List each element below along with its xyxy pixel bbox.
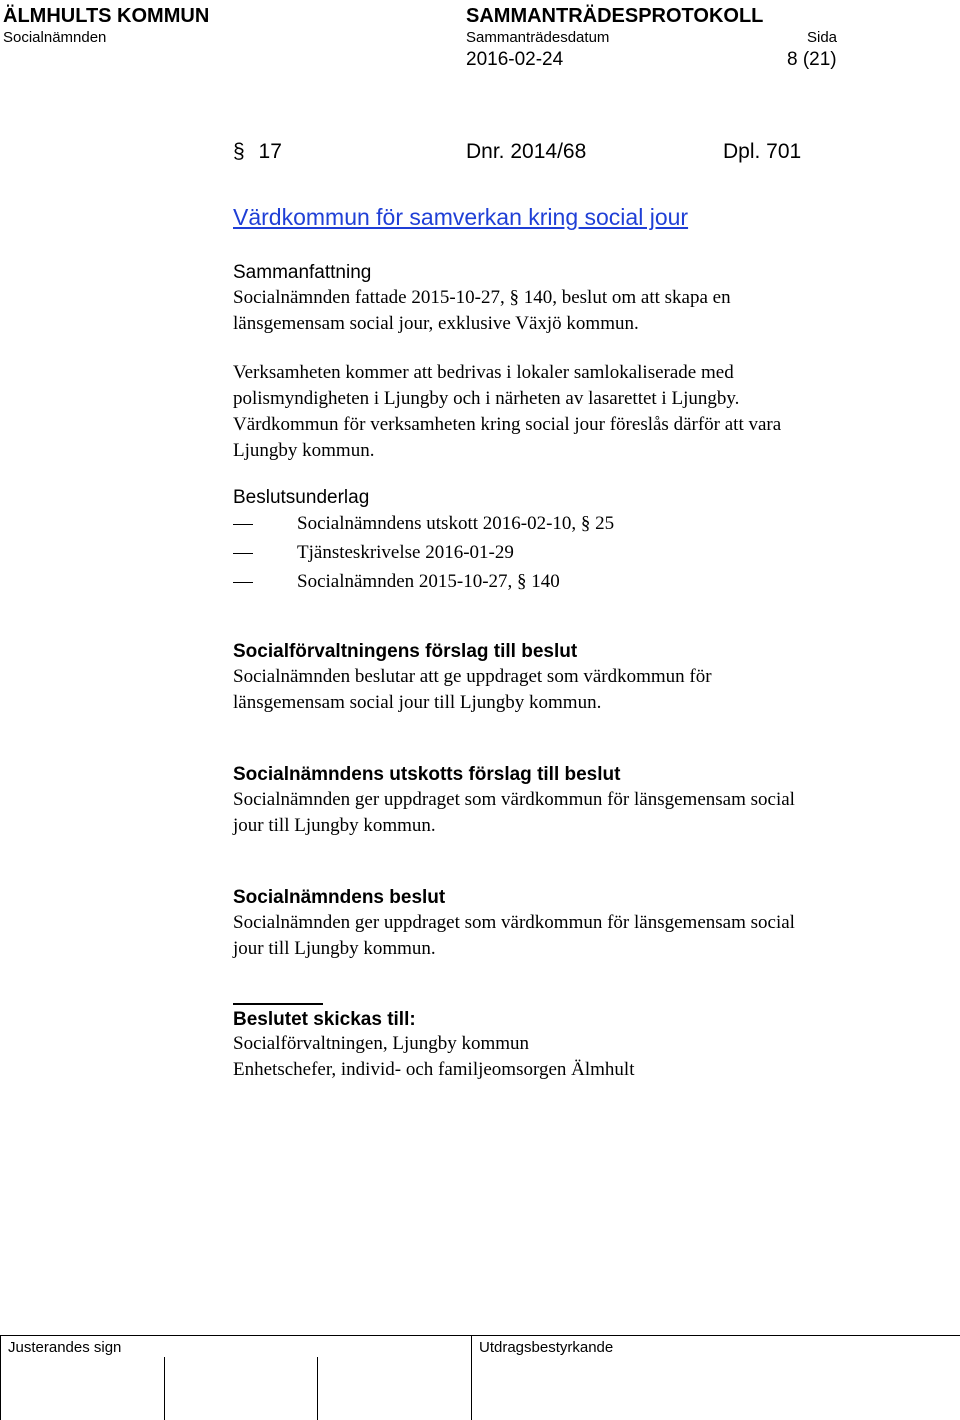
summary-paragraph-line: Ljungby kommun. (233, 440, 375, 461)
footer-divider (164, 1357, 165, 1420)
basis-list-item (233, 569, 560, 595)
decision-line: Socialnämnden ger uppdraget som värdkommun för länsgemensam social (233, 912, 795, 933)
org-name: ÄLMHULTS KOMMUN (3, 5, 210, 27)
committee-proposal-heading: Socialnämndens utskotts förslag till beslut (233, 764, 621, 785)
dash-bullet (233, 582, 253, 583)
meeting-date-label: Sammanträdesdatum (466, 29, 610, 46)
dnr: Dnr. 2014/68 (466, 140, 587, 163)
footer-divider (317, 1357, 318, 1420)
separator-rule (233, 1003, 323, 1005)
distribution-line: Socialförvaltningen, Ljungby kommun (233, 1033, 530, 1054)
dash-bullet (233, 524, 253, 525)
admin-proposal-line: länsgemensam social jour till Ljungby kommun. (233, 692, 602, 713)
committee-proposal-line: jour till Ljungby kommun. (233, 815, 436, 836)
dpl: Dpl. 701 (723, 140, 802, 163)
admin-proposal-heading: Socialförvaltningens förslag till beslut (233, 641, 578, 662)
basis-list-item (233, 511, 614, 537)
basis-item-text: Tjänsteskrivelse 2016-01-29 (297, 542, 514, 563)
footer-divider (471, 1335, 472, 1420)
page-number: 8 (21) (787, 49, 837, 70)
committee-proposal-line: Socialnämnden ger uppdraget som värdkommun för länsgemensam social (233, 789, 795, 810)
distribution-line: Enhetschefer, individ- och familjeomsorgen Älmhult (233, 1059, 635, 1080)
basis-list-item (233, 540, 514, 566)
admin-proposal-line: Socialnämnden beslutar att ge uppdraget som värdkommun för (233, 666, 712, 687)
document-type: SAMMANTRÄDESPROTOKOLL (466, 5, 764, 27)
sign-label: Justerandes sign (8, 1339, 122, 1356)
decision-line: jour till Ljungby kommun. (233, 938, 436, 959)
page-label: Sida (807, 29, 838, 46)
basis-heading: Beslutsunderlag (233, 487, 370, 508)
item-number-value: 17 (258, 140, 282, 163)
summary-line: länsgemensam social jour, exklusive Växjö kommun. (233, 313, 639, 334)
footer-rule (0, 1335, 960, 1336)
decision-heading: Socialnämndens beslut (233, 887, 446, 908)
item-number (233, 140, 282, 164)
certify-label: Utdragsbestyrkande (479, 1339, 614, 1356)
committee-name: Socialnämnden (3, 29, 107, 46)
summary-line: Socialnämnden fattade 2015-10-27, § 140, beslut om att skapa en (233, 287, 731, 308)
meeting-date: 2016-02-24 (466, 49, 564, 70)
summary-paragraph-line: Värdkommun för verksamheten kring social jour föreslås därför att vara (233, 414, 782, 435)
summary-heading: Sammanfattning (233, 262, 372, 283)
basis-item-text: Socialnämnden 2015-10-27, § 140 (297, 571, 560, 592)
distribution-heading: Beslutet skickas till: (233, 1009, 416, 1030)
summary-paragraph-line: Verksamheten kommer att bedrivas i lokaler samlokaliserade med (233, 362, 734, 383)
footer-divider (0, 1335, 1, 1420)
summary-paragraph-line: polismyndigheten i Ljungby och i närheten av lasarettet i Ljungby. (233, 388, 740, 409)
item-title[interactable]: Värdkommun för samverkan kring social jour (233, 204, 689, 230)
basis-item-text: Socialnämndens utskott 2016-02-10, § 25 (297, 513, 615, 534)
dash-bullet (233, 553, 253, 554)
section-sign: § (233, 140, 245, 163)
